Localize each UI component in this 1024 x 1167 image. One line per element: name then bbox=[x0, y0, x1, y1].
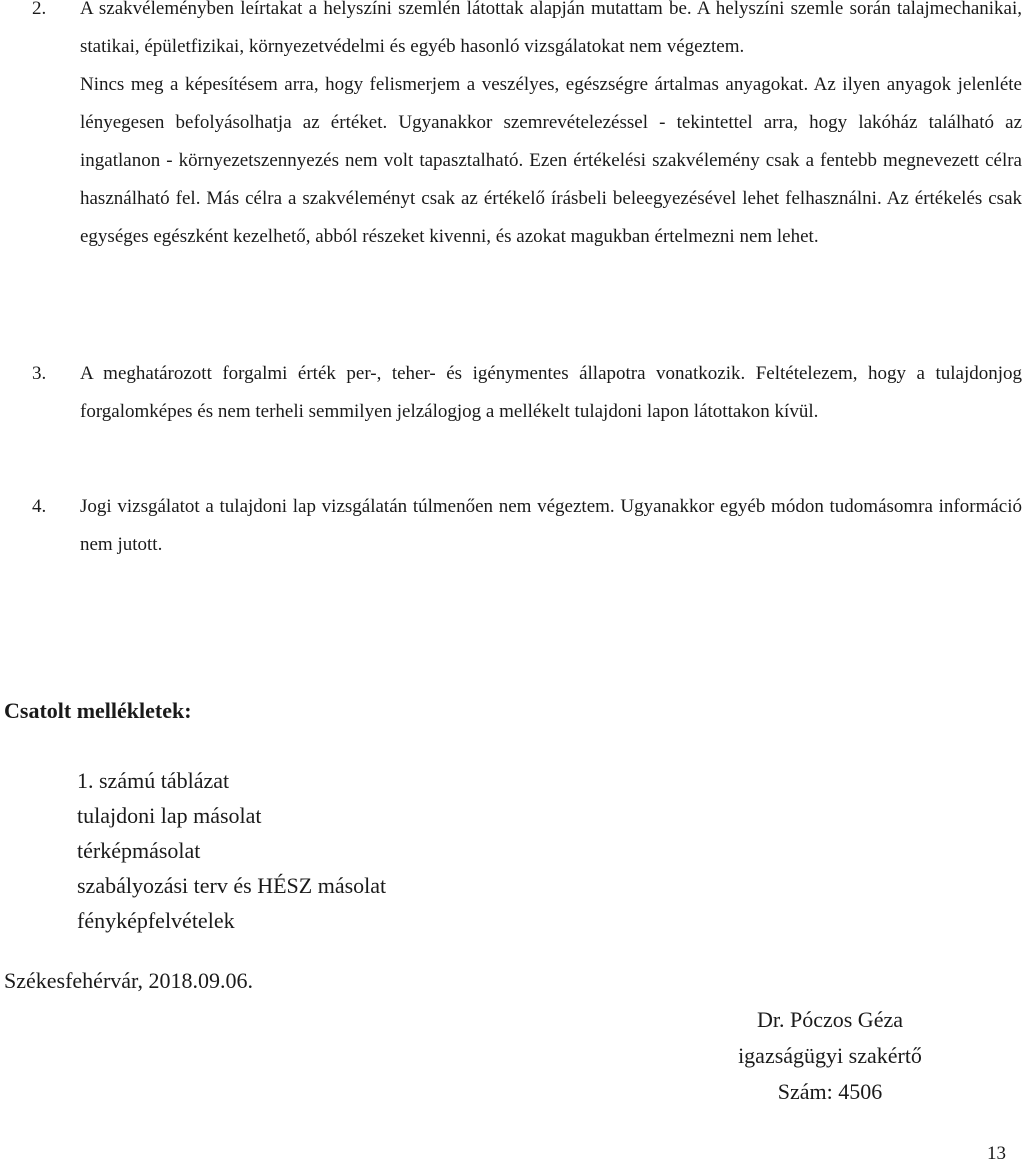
attachments-heading: Csatolt mellékletek: bbox=[4, 698, 192, 723]
signer-title: igazságügyi szakértő bbox=[738, 1043, 922, 1068]
item-number: 3. bbox=[32, 363, 47, 384]
paragraph: Jogi vizsgálatot a tulajdoni lap vizsgálatán túlmenően nem végeztem. Ugyanakkor egyéb módon tudomásomra információ nem jutott. bbox=[80, 496, 1022, 555]
signature-block bbox=[700, 1002, 960, 1110]
paragraph: A meghatározott forgalmi érték per-, teher- és igénymentes állapotra vonatkozik. Feltételezem, hogy a tulajdonjog forgalomképes és nem terheli semmilyen jelzálogjog a mellékelt tulajdoni lapon látottakon kívül. bbox=[80, 363, 1022, 422]
paragraph: A szakvéleményben leírtakat a helyszíni szemlén látottak alapján mutattam be. A helyszíni szemle során talajmechanikai, statikai, épületfizikai, környezetvédelmi és egyéb hasonló vizsgálatokat nem végeztem. bbox=[80, 0, 1022, 57]
attachment-item: szabályozási terv és HÉSZ másolat bbox=[77, 873, 387, 898]
attachment-item: fényképfelvételek bbox=[77, 908, 235, 933]
item-body bbox=[80, 0, 1022, 256]
item-body bbox=[80, 355, 1022, 431]
attachment-item: térképmásolat bbox=[77, 838, 201, 863]
attachment-item: tulajdoni lap másolat bbox=[77, 803, 262, 828]
paragraph: Nincs meg a képesítésem arra, hogy felismerjem a veszélyes, egészségre ártalmas anyagokat. Az ilyen anyagok jelenléte lényegesen befolyásolhatja az értéket. Ugyanakkor szemrevételezéssel - tekintettel arra, hogy lakóház található az ingatlanon - környezetszennyezés nem volt tapasztalható. Ezen értékelési szakvélemény csak a fentebb megnevezett célra használható fel. Más célra a szakvéleményt csak az értékelő írásbeli beleegyezésével lehet felhasználni. Az értékelés csak egységes egészként kezelhető, abból részeket kivenni, és azokat magukban értelmezni nem lehet. bbox=[80, 74, 1022, 247]
signer-number: Szám: 4506 bbox=[777, 1079, 883, 1104]
numbered-item-2 bbox=[32, 0, 1022, 256]
signer-name: Dr. Póczos Géza bbox=[756, 1007, 903, 1032]
item-number: 2. bbox=[32, 0, 47, 19]
item-number: 4. bbox=[32, 496, 47, 517]
numbered-item-4 bbox=[32, 488, 1022, 564]
page-number: 13 bbox=[987, 1143, 1006, 1164]
numbered-item-3 bbox=[32, 355, 1022, 431]
attachment-item: 1. számú táblázat bbox=[77, 768, 230, 793]
item-body bbox=[80, 488, 1022, 564]
place-and-date: Székesfehérvár, 2018.09.06. bbox=[4, 968, 253, 993]
attachments-list bbox=[77, 763, 386, 938]
